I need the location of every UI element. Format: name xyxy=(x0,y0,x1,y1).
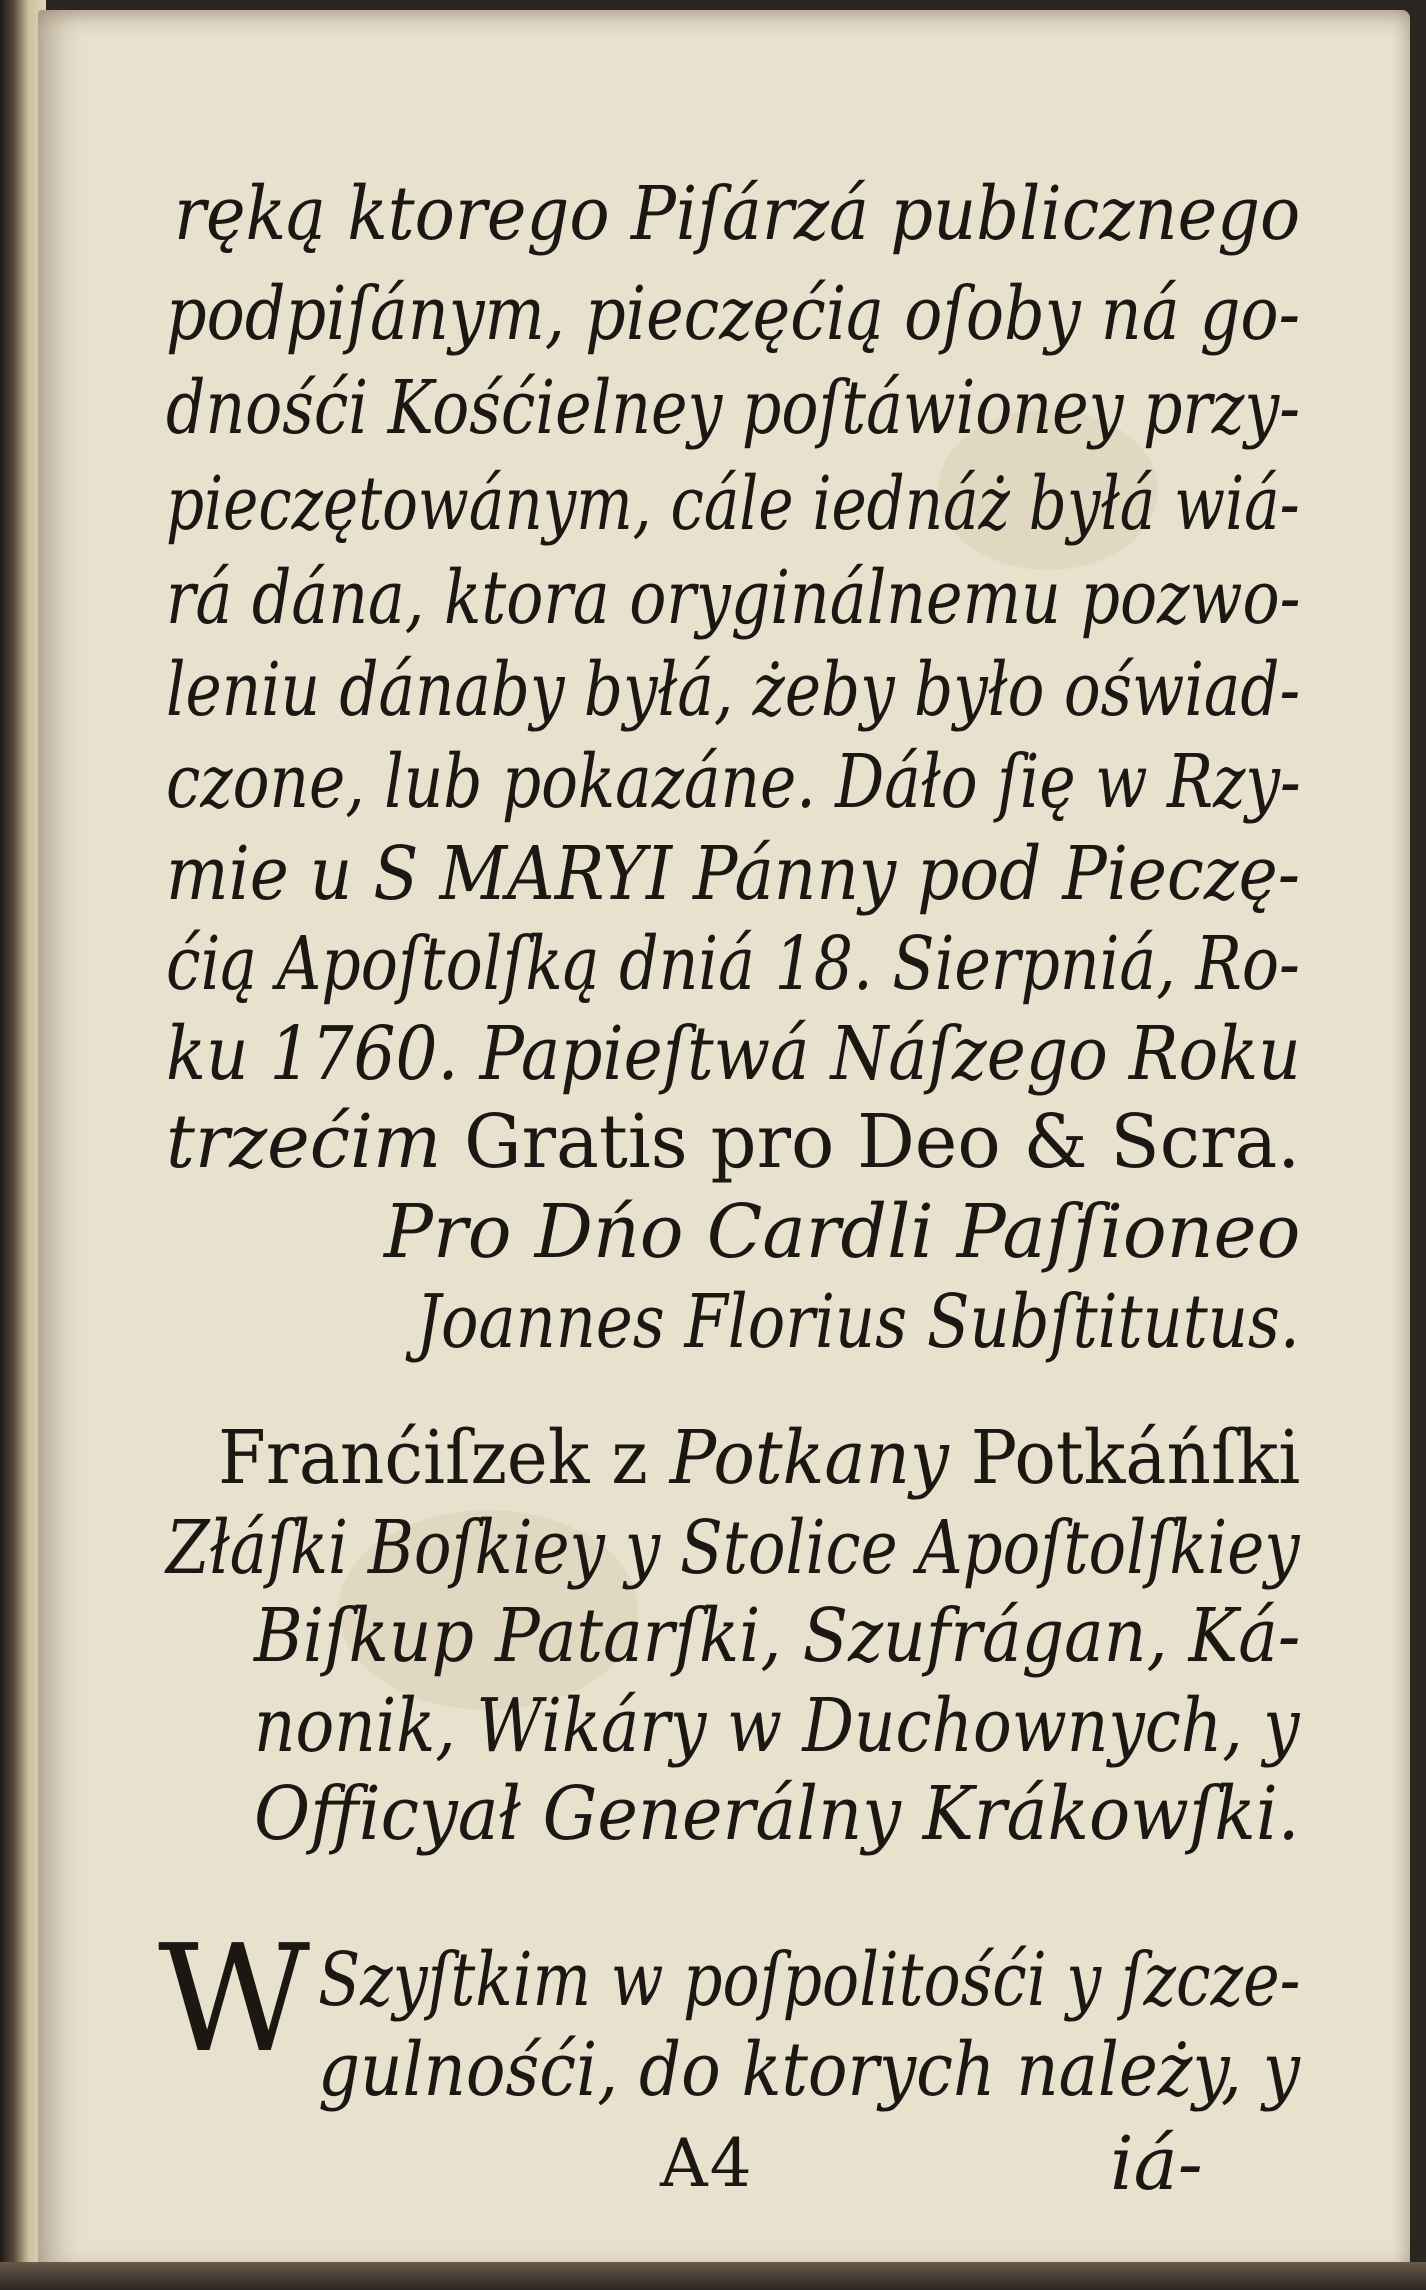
bishop-name-heading xyxy=(218,1412,1300,1504)
heading-roman-2: Potkáńſki xyxy=(970,1415,1301,1501)
title-line-4: Officyał Generálny Krákowſki. xyxy=(254,1771,1300,1857)
heading-italic: Potkany xyxy=(669,1415,949,1501)
para-line-1: Szyſtkim w poſpolitośći y ſzcze- xyxy=(318,1937,1301,2023)
text-line-11 xyxy=(166,1096,1300,1188)
text-line-2: podpiſánym, pieczęćią oſoby ná go- xyxy=(166,271,1301,357)
text-line-4: pieczętowánym, cále iednáż byłá wiá- xyxy=(166,461,1300,547)
para-line-2: gulnośći, do ktorych należy, y xyxy=(318,2027,1300,2113)
text-line-8: mie u S MARYI Pánny pod Pieczę- xyxy=(166,831,1301,917)
drop-initial: W xyxy=(158,1913,311,2085)
text-line-11-italic: trzećim xyxy=(166,1099,442,1185)
text-line-3: dnośći Kośćielney poſtáwioney przy- xyxy=(166,365,1301,451)
signature-mark: A4 xyxy=(660,2125,754,2202)
text-line-5: rá dána, ktora oryginálnemu pozwo- xyxy=(166,555,1301,641)
text-line-11-roman: Gratis pro Deo & Scra. xyxy=(464,1099,1301,1185)
text-line-6: leniu dánaby byłá, żeby było oświad- xyxy=(166,647,1301,733)
title-line-2: Biſkup Patarſki, Szufrágan, Ká- xyxy=(254,1593,1301,1679)
page-bottom-edge xyxy=(0,2262,1426,2290)
subscription-line-2: Joannes Florius Subſtitutus. xyxy=(416,1279,1300,1365)
text-line-9: ćią Apoſtolſką dniá 18. Sierpniá, Ro- xyxy=(166,921,1300,1007)
text-line-1: ręką ktorego Piſárzá publicznego xyxy=(174,171,1301,257)
subscription-line-1: Pro Dńo Cardli Paſſioneo xyxy=(384,1189,1301,1275)
catchword: iá- xyxy=(1110,2121,1203,2207)
text-line-10: ku 1760. Papieſtwá Náſzego Roku xyxy=(166,1011,1301,1097)
heading-roman-1: Franćiſzek z xyxy=(218,1415,648,1501)
title-line-1: Złáſki Boſkiey y Stolice Apoſtolſkiey xyxy=(166,1505,1300,1591)
title-line-3: nonik, Wikáry w Duchownych, y xyxy=(254,1683,1300,1769)
text-line-7: czone, lub pokazáne. Dáło ſię w Rzy- xyxy=(166,739,1301,825)
